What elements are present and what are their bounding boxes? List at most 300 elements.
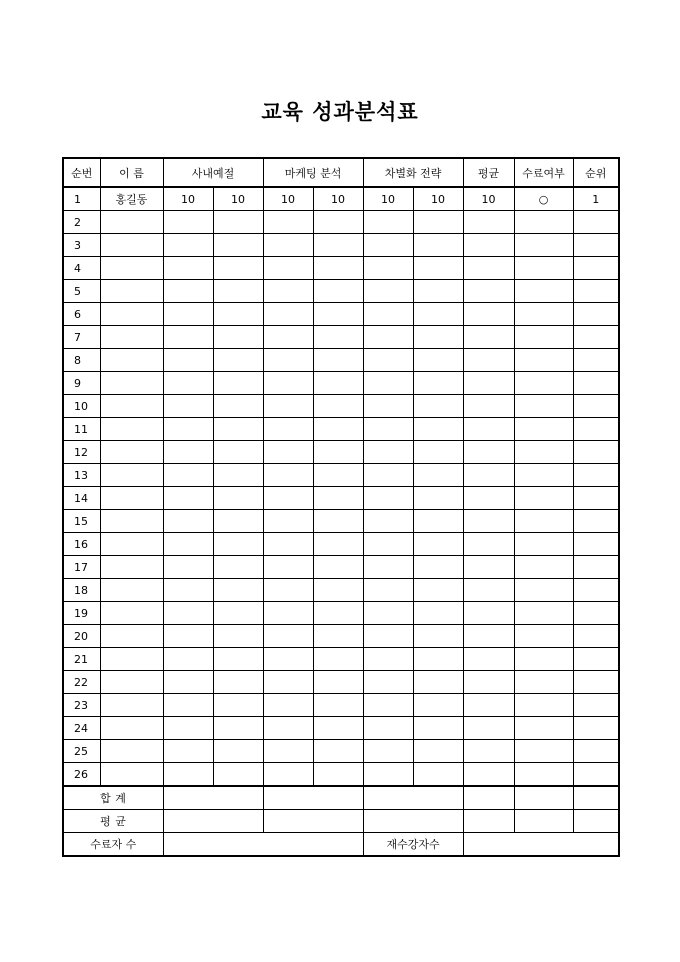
average-cell[interactable] (463, 671, 514, 694)
row-number[interactable]: 8 (63, 349, 100, 372)
score-cell[interactable] (413, 602, 463, 625)
score-cell[interactable] (163, 211, 213, 234)
score-cell[interactable] (413, 533, 463, 556)
average-total-cell[interactable] (463, 810, 514, 833)
row-number[interactable]: 18 (63, 579, 100, 602)
score-cell[interactable]: 10 (213, 187, 263, 211)
average-cell[interactable] (463, 441, 514, 464)
rank-cell[interactable] (573, 487, 619, 510)
score-cell[interactable] (313, 487, 363, 510)
score-cell[interactable] (263, 579, 313, 602)
row-number[interactable]: 25 (63, 740, 100, 763)
score-cell[interactable] (263, 280, 313, 303)
completion-cell[interactable]: ○ (514, 187, 573, 211)
score-cell[interactable] (313, 280, 363, 303)
score-cell[interactable] (363, 234, 413, 257)
rank-cell[interactable] (573, 763, 619, 787)
score-cell[interactable]: 10 (263, 187, 313, 211)
score-cell[interactable] (363, 395, 413, 418)
score-cell[interactable] (313, 372, 363, 395)
score-cell[interactable] (213, 510, 263, 533)
score-cell[interactable] (213, 372, 263, 395)
score-cell[interactable] (313, 418, 363, 441)
score-cell[interactable] (213, 464, 263, 487)
score-cell[interactable] (363, 280, 413, 303)
average-cell[interactable] (463, 602, 514, 625)
average-total-cell[interactable] (363, 810, 463, 833)
completion-cell[interactable] (514, 487, 573, 510)
score-cell[interactable] (413, 372, 463, 395)
score-cell[interactable] (313, 648, 363, 671)
score-cell[interactable] (263, 694, 313, 717)
name-cell[interactable] (100, 579, 163, 602)
row-number[interactable]: 22 (63, 671, 100, 694)
score-cell[interactable] (413, 234, 463, 257)
name-cell[interactable] (100, 395, 163, 418)
score-cell[interactable] (213, 556, 263, 579)
score-cell[interactable] (363, 510, 413, 533)
score-cell[interactable] (313, 717, 363, 740)
score-cell[interactable] (263, 602, 313, 625)
score-cell[interactable] (413, 556, 463, 579)
row-number[interactable]: 23 (63, 694, 100, 717)
rank-cell[interactable] (573, 326, 619, 349)
score-cell[interactable] (163, 303, 213, 326)
score-cell[interactable] (163, 395, 213, 418)
rank-cell[interactable] (573, 740, 619, 763)
name-cell[interactable] (100, 510, 163, 533)
score-cell[interactable] (363, 602, 413, 625)
score-cell[interactable] (213, 441, 263, 464)
score-cell[interactable] (213, 694, 263, 717)
name-cell[interactable] (100, 717, 163, 740)
average-cell[interactable] (463, 395, 514, 418)
score-cell[interactable] (413, 280, 463, 303)
score-cell[interactable] (413, 464, 463, 487)
score-cell[interactable] (163, 510, 213, 533)
score-cell[interactable] (263, 740, 313, 763)
retake-count-cell[interactable] (463, 833, 619, 857)
score-cell[interactable] (363, 372, 413, 395)
average-cell[interactable] (463, 349, 514, 372)
completion-cell[interactable] (514, 234, 573, 257)
score-cell[interactable] (363, 717, 413, 740)
score-cell[interactable] (263, 533, 313, 556)
score-cell[interactable] (163, 280, 213, 303)
completion-cell[interactable] (514, 326, 573, 349)
average-cell[interactable] (463, 257, 514, 280)
average-cell[interactable] (463, 694, 514, 717)
score-cell[interactable] (413, 487, 463, 510)
score-cell[interactable] (363, 303, 413, 326)
score-cell[interactable] (263, 211, 313, 234)
average-cell[interactable] (463, 464, 514, 487)
score-cell[interactable]: 10 (163, 187, 213, 211)
name-cell[interactable] (100, 602, 163, 625)
name-cell[interactable] (100, 464, 163, 487)
name-cell[interactable] (100, 441, 163, 464)
score-cell[interactable] (313, 740, 363, 763)
score-cell[interactable] (163, 234, 213, 257)
score-cell[interactable] (363, 441, 413, 464)
score-cell[interactable] (363, 694, 413, 717)
name-cell[interactable] (100, 418, 163, 441)
average-cell[interactable] (463, 211, 514, 234)
name-cell[interactable] (100, 280, 163, 303)
name-cell[interactable] (100, 763, 163, 787)
total-cell[interactable] (463, 786, 514, 810)
score-cell[interactable] (213, 671, 263, 694)
score-cell[interactable]: 10 (313, 187, 363, 211)
score-cell[interactable] (163, 326, 213, 349)
rank-cell[interactable] (573, 211, 619, 234)
score-cell[interactable] (313, 395, 363, 418)
score-cell[interactable] (263, 372, 313, 395)
score-cell[interactable] (263, 418, 313, 441)
average-total-cell[interactable] (163, 810, 263, 833)
score-cell[interactable] (413, 648, 463, 671)
score-cell[interactable] (213, 763, 263, 787)
score-cell[interactable] (413, 349, 463, 372)
completion-cell[interactable] (514, 303, 573, 326)
completion-cell[interactable] (514, 717, 573, 740)
score-cell[interactable] (263, 556, 313, 579)
score-cell[interactable] (313, 671, 363, 694)
completion-cell[interactable] (514, 671, 573, 694)
score-cell[interactable] (313, 510, 363, 533)
score-cell[interactable] (363, 211, 413, 234)
average-cell[interactable] (463, 326, 514, 349)
row-number[interactable]: 14 (63, 487, 100, 510)
score-cell[interactable] (163, 257, 213, 280)
row-number[interactable]: 20 (63, 625, 100, 648)
rank-cell[interactable] (573, 257, 619, 280)
score-cell[interactable] (313, 763, 363, 787)
score-cell[interactable] (213, 487, 263, 510)
name-cell[interactable] (100, 211, 163, 234)
score-cell[interactable] (363, 533, 413, 556)
score-cell[interactable] (363, 579, 413, 602)
score-cell[interactable] (263, 671, 313, 694)
score-cell[interactable] (363, 487, 413, 510)
score-cell[interactable] (263, 257, 313, 280)
average-cell[interactable] (463, 510, 514, 533)
rank-cell[interactable] (573, 418, 619, 441)
score-cell[interactable] (313, 326, 363, 349)
average-total-cell[interactable] (514, 810, 573, 833)
score-cell[interactable] (213, 257, 263, 280)
average-cell[interactable]: 10 (463, 187, 514, 211)
score-cell[interactable] (413, 303, 463, 326)
average-cell[interactable] (463, 579, 514, 602)
completion-cell[interactable] (514, 280, 573, 303)
row-number[interactable]: 12 (63, 441, 100, 464)
score-cell[interactable] (213, 349, 263, 372)
score-cell[interactable] (163, 717, 213, 740)
rank-cell[interactable] (573, 694, 619, 717)
rank-cell[interactable] (573, 280, 619, 303)
score-cell[interactable] (213, 625, 263, 648)
score-cell[interactable] (263, 326, 313, 349)
score-cell[interactable] (313, 579, 363, 602)
score-cell[interactable] (363, 556, 413, 579)
score-cell[interactable] (413, 717, 463, 740)
name-cell[interactable] (100, 372, 163, 395)
name-cell[interactable] (100, 694, 163, 717)
score-cell[interactable] (213, 740, 263, 763)
rank-cell[interactable] (573, 234, 619, 257)
score-cell[interactable] (313, 533, 363, 556)
name-cell[interactable] (100, 556, 163, 579)
score-cell[interactable] (163, 648, 213, 671)
completion-cell[interactable] (514, 211, 573, 234)
score-cell[interactable] (413, 211, 463, 234)
completion-cell[interactable] (514, 763, 573, 787)
row-number[interactable]: 2 (63, 211, 100, 234)
score-cell[interactable]: 10 (413, 187, 463, 211)
score-cell[interactable] (163, 418, 213, 441)
score-cell[interactable] (163, 763, 213, 787)
score-cell[interactable] (163, 533, 213, 556)
score-cell[interactable] (313, 257, 363, 280)
completion-cell[interactable] (514, 349, 573, 372)
score-cell[interactable] (263, 717, 313, 740)
completion-cell[interactable] (514, 648, 573, 671)
score-cell[interactable]: 10 (363, 187, 413, 211)
rank-cell[interactable] (573, 441, 619, 464)
score-cell[interactable] (213, 280, 263, 303)
score-cell[interactable] (213, 602, 263, 625)
score-cell[interactable] (263, 648, 313, 671)
score-cell[interactable] (213, 579, 263, 602)
completion-cell[interactable] (514, 510, 573, 533)
row-number[interactable]: 13 (63, 464, 100, 487)
score-cell[interactable] (363, 326, 413, 349)
average-cell[interactable] (463, 303, 514, 326)
name-cell[interactable] (100, 671, 163, 694)
score-cell[interactable] (213, 303, 263, 326)
score-cell[interactable] (163, 464, 213, 487)
total-cell[interactable] (163, 786, 263, 810)
score-cell[interactable] (413, 625, 463, 648)
score-cell[interactable] (363, 257, 413, 280)
score-cell[interactable] (363, 763, 413, 787)
total-cell[interactable] (573, 786, 619, 810)
score-cell[interactable] (313, 602, 363, 625)
score-cell[interactable] (413, 671, 463, 694)
score-cell[interactable] (313, 349, 363, 372)
score-cell[interactable] (213, 234, 263, 257)
score-cell[interactable] (263, 487, 313, 510)
rank-cell[interactable] (573, 579, 619, 602)
completion-cell[interactable] (514, 602, 573, 625)
total-cell[interactable] (514, 786, 573, 810)
row-number[interactable]: 19 (63, 602, 100, 625)
score-cell[interactable] (413, 763, 463, 787)
row-number[interactable]: 21 (63, 648, 100, 671)
score-cell[interactable] (313, 211, 363, 234)
score-cell[interactable] (363, 740, 413, 763)
score-cell[interactable] (163, 671, 213, 694)
score-cell[interactable] (413, 510, 463, 533)
completion-cell[interactable] (514, 372, 573, 395)
rank-cell[interactable] (573, 464, 619, 487)
average-cell[interactable] (463, 763, 514, 787)
score-cell[interactable] (213, 326, 263, 349)
score-cell[interactable] (163, 740, 213, 763)
score-cell[interactable] (363, 671, 413, 694)
score-cell[interactable] (313, 694, 363, 717)
row-number[interactable]: 11 (63, 418, 100, 441)
row-number[interactable]: 4 (63, 257, 100, 280)
score-cell[interactable] (413, 257, 463, 280)
total-cell[interactable] (263, 786, 363, 810)
average-cell[interactable] (463, 740, 514, 763)
score-cell[interactable] (413, 395, 463, 418)
rank-cell[interactable] (573, 602, 619, 625)
average-cell[interactable] (463, 372, 514, 395)
score-cell[interactable] (263, 625, 313, 648)
average-cell[interactable] (463, 625, 514, 648)
row-number[interactable]: 9 (63, 372, 100, 395)
average-cell[interactable] (463, 717, 514, 740)
rank-cell[interactable] (573, 372, 619, 395)
row-number[interactable]: 6 (63, 303, 100, 326)
score-cell[interactable] (263, 349, 313, 372)
completion-cell[interactable] (514, 464, 573, 487)
average-cell[interactable] (463, 648, 514, 671)
average-cell[interactable] (463, 487, 514, 510)
row-number[interactable]: 5 (63, 280, 100, 303)
rank-cell[interactable] (573, 395, 619, 418)
score-cell[interactable] (163, 556, 213, 579)
name-cell[interactable] (100, 648, 163, 671)
average-cell[interactable] (463, 418, 514, 441)
completion-cell[interactable] (514, 533, 573, 556)
score-cell[interactable] (413, 441, 463, 464)
score-cell[interactable] (263, 395, 313, 418)
score-cell[interactable] (213, 648, 263, 671)
rank-cell[interactable] (573, 349, 619, 372)
rank-cell[interactable] (573, 671, 619, 694)
completion-cell[interactable] (514, 257, 573, 280)
score-cell[interactable] (263, 303, 313, 326)
name-cell[interactable] (100, 533, 163, 556)
score-cell[interactable] (163, 372, 213, 395)
score-cell[interactable] (163, 602, 213, 625)
score-cell[interactable] (263, 763, 313, 787)
score-cell[interactable] (213, 418, 263, 441)
score-cell[interactable] (363, 625, 413, 648)
rank-cell[interactable] (573, 556, 619, 579)
score-cell[interactable] (263, 441, 313, 464)
row-number[interactable]: 26 (63, 763, 100, 787)
name-cell[interactable] (100, 625, 163, 648)
score-cell[interactable] (163, 441, 213, 464)
row-number[interactable]: 7 (63, 326, 100, 349)
row-number[interactable]: 16 (63, 533, 100, 556)
name-cell[interactable] (100, 326, 163, 349)
row-number[interactable]: 17 (63, 556, 100, 579)
score-cell[interactable] (413, 326, 463, 349)
score-cell[interactable] (413, 694, 463, 717)
score-cell[interactable] (263, 464, 313, 487)
row-number[interactable]: 15 (63, 510, 100, 533)
completion-cell[interactable] (514, 418, 573, 441)
row-number[interactable]: 1 (63, 187, 100, 211)
average-cell[interactable] (463, 556, 514, 579)
score-cell[interactable] (213, 533, 263, 556)
row-number[interactable]: 10 (63, 395, 100, 418)
score-cell[interactable] (363, 418, 413, 441)
score-cell[interactable] (313, 303, 363, 326)
completion-cell[interactable] (514, 625, 573, 648)
score-cell[interactable] (313, 441, 363, 464)
total-cell[interactable] (363, 786, 463, 810)
score-cell[interactable] (363, 648, 413, 671)
name-cell[interactable] (100, 303, 163, 326)
score-cell[interactable] (263, 234, 313, 257)
score-cell[interactable] (363, 464, 413, 487)
average-cell[interactable] (463, 234, 514, 257)
score-cell[interactable] (213, 211, 263, 234)
score-cell[interactable] (163, 349, 213, 372)
score-cell[interactable] (413, 579, 463, 602)
score-cell[interactable] (213, 395, 263, 418)
completed-count-cell[interactable] (163, 833, 363, 857)
score-cell[interactable] (313, 556, 363, 579)
completion-cell[interactable] (514, 395, 573, 418)
completion-cell[interactable] (514, 441, 573, 464)
completion-cell[interactable] (514, 740, 573, 763)
score-cell[interactable] (163, 694, 213, 717)
score-cell[interactable] (213, 717, 263, 740)
score-cell[interactable] (313, 464, 363, 487)
completion-cell[interactable] (514, 579, 573, 602)
average-cell[interactable] (463, 280, 514, 303)
score-cell[interactable] (413, 418, 463, 441)
score-cell[interactable] (363, 349, 413, 372)
score-cell[interactable] (413, 740, 463, 763)
name-cell[interactable]: 홍길동 (100, 187, 163, 211)
row-number[interactable]: 24 (63, 717, 100, 740)
name-cell[interactable] (100, 234, 163, 257)
score-cell[interactable] (313, 234, 363, 257)
score-cell[interactable] (263, 510, 313, 533)
score-cell[interactable] (313, 625, 363, 648)
name-cell[interactable] (100, 349, 163, 372)
rank-cell[interactable] (573, 533, 619, 556)
name-cell[interactable] (100, 740, 163, 763)
score-cell[interactable] (163, 625, 213, 648)
score-cell[interactable] (163, 487, 213, 510)
score-cell[interactable] (163, 579, 213, 602)
name-cell[interactable] (100, 487, 163, 510)
rank-cell[interactable]: 1 (573, 187, 619, 211)
name-cell[interactable] (100, 257, 163, 280)
average-total-cell[interactable] (263, 810, 363, 833)
average-total-cell[interactable] (573, 810, 619, 833)
rank-cell[interactable] (573, 303, 619, 326)
row-number[interactable]: 3 (63, 234, 100, 257)
completion-cell[interactable] (514, 694, 573, 717)
rank-cell[interactable] (573, 717, 619, 740)
rank-cell[interactable] (573, 625, 619, 648)
completion-cell[interactable] (514, 556, 573, 579)
rank-cell[interactable] (573, 648, 619, 671)
average-cell[interactable] (463, 533, 514, 556)
rank-cell[interactable] (573, 510, 619, 533)
